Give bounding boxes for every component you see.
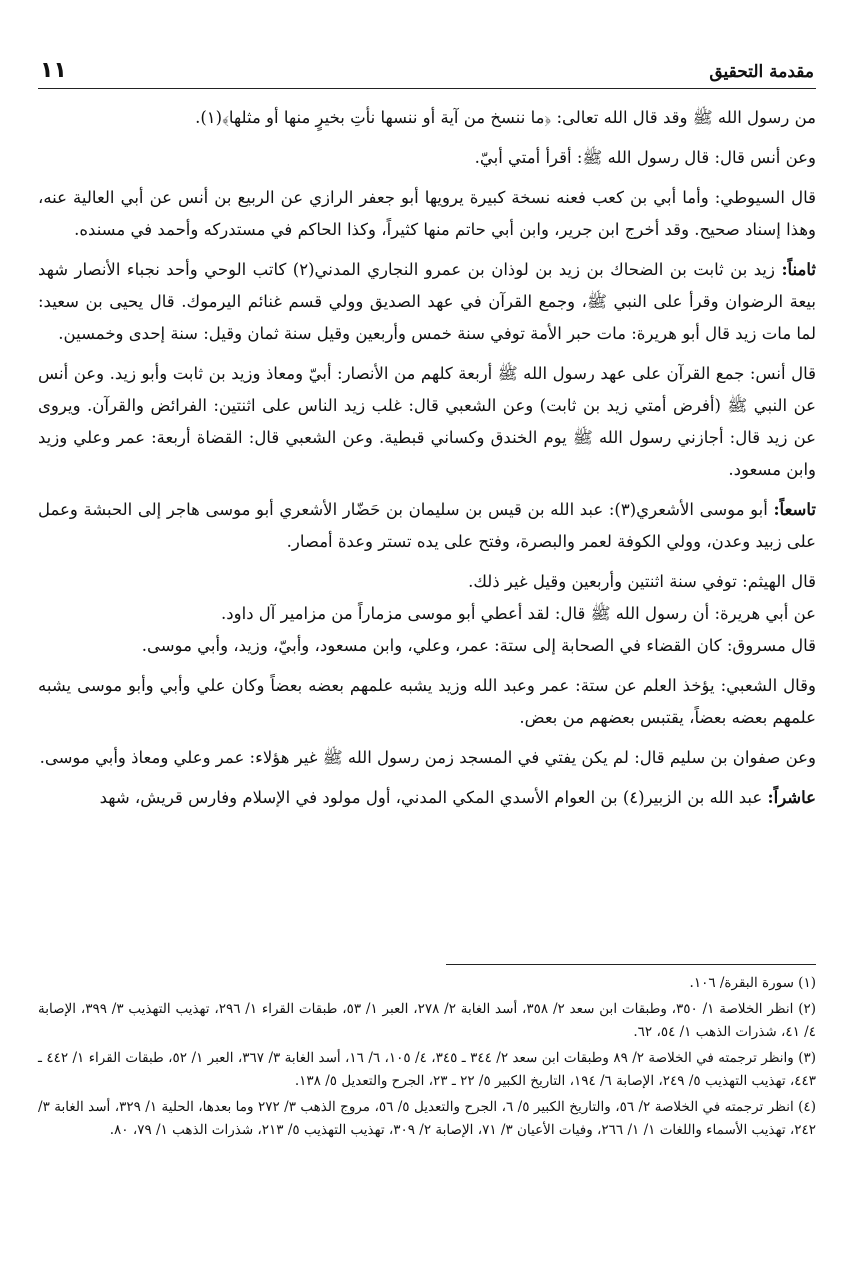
page-number: ١١: [40, 58, 67, 83]
footnote-separator: [446, 964, 816, 965]
paragraph: [38, 142, 816, 174]
footnote: (٣) وانظر ترجمته في الخلاصة ٢/ ٨٩ وطبقات ابن سعد ٢/ ٣٤٤ ـ ٣٤٥، ٤/ ١٠٥، ٦/ ١٦، أسد الغابة ٣/ ٣٦٧، العبر ١/ ٥٢، طبقات القراء ١/ ٤٤٢ ـ ٤٤٣، تهذيب التهذيب ٥/ ٢٤٩، الإصابة ٦/ ١٩٤، التاريخ الكبير ٥/ ٢٢ ـ ٢٣، الجرح والتعديل ٥/ ١٣٨.: [38, 1049, 817, 1089]
footnote: (٢) انظر الخلاصة ١/ ٣٥٠، وطبقات ابن سعد ٢/ ٣٥٨، أسد الغابة ٢/ ٢٧٨، العبر ١/ ٥٣، طبقات القراء ١/ ٢٩٦، تهذيب التهذيب ٣/ ٣٩٩، الإصابة ٤/ ٤١، شذرات الذهب ١/ ٥٤، ٦٢.: [38, 1000, 817, 1040]
paragraph-text: وعن صفوان بن سليم قال: لم يكن يفتي في المسجد زمن رسول الله ﷺ غير هؤلاء: عمر وعلي ومعاذ وأبي موسى.: [39, 748, 816, 767]
paragraph: [38, 182, 816, 246]
paragraph: [38, 358, 816, 486]
footnote: (٤) انظر ترجمته في الخلاصة ٢/ ٥٦، والتاريخ الكبير ٥/ ٦، الجرح والتعديل ٥/ ٥٦، مروج الذهب ٣/ ٢٧٢ وما بعدها، الحلية ١/ ٣٢٩، أسد الغابة ٣/ ٢٤٢، تهذيب الأسماء واللغات ١/ ١/ ٢٦٦، وفيات الأعيان ٣/ ٧١، الإصابة ٢/ ٣٠٩، تهذيب التهذيب ٥/ ٢١٣، شذرات الذهب ١/ ٧٩، ٨٠.: [38, 1098, 816, 1138]
paragraph: [38, 254, 816, 350]
section-lead: تاسعاً:: [773, 500, 816, 519]
running-title: مقدمة التحقيق: [709, 62, 814, 82]
paragraph-text: قال الهيثم: توفي سنة اثنتين وأربعين وقيل غير ذلك.: [468, 572, 816, 591]
section-lead: ثامناً:: [781, 260, 816, 279]
paragraph: [38, 494, 816, 558]
paragraph-text: أبو موسى الأشعري(٣): عبد الله بن قيس بن سليمان بن حَضّار الأشعري أبو موسى هاجر إلى الحبشة وعمل على زبيد وعدن، وولي الكوفة لعمر والبصرة، وفتح على يده تستر وعدة أمصار.: [38, 500, 816, 551]
paragraph-text: قال السيوطي: وأما أبي بن كعب فعنه نسخة كبيرة يرويها أبو جعفر الرازي عن الربيع بن أنس عن أبي العالية عنه، وهذا إسناد صحيح. وقد أخرج ابن جرير، وابن أبي حاتم منها كثيراً، وكذا الحاكم في مستدركه وأحمد في مسنده.: [38, 188, 816, 239]
paragraph: [38, 742, 816, 774]
footnotes: [38, 972, 816, 1145]
paragraph-text: وعن أنس قال: قال رسول الله ﷺ: أقرأ أمتي أبيّ.: [474, 148, 816, 167]
paragraph-text: عبد الله بن الزبير(٤) بن العوام الأسدي المكي المدني، أول مولود في الإسلام وفارس قريش، شهد: [99, 788, 768, 807]
section-lead: عاشراً:: [767, 788, 816, 807]
paragraph: [38, 630, 816, 662]
paragraph-text: من رسول الله ﷺ وقد قال الله تعالى: ﴿ما ننسخ من آية أو ننسها نأتِ بخيرٍ منها أو مثلها﴾(١).: [195, 108, 816, 127]
paragraph: [38, 782, 816, 814]
paragraph-text: عن أبي هريرة: أن رسول الله ﷺ قال: لقد أعطي أبو موسى مزماراً من مزامير آل داود.: [221, 604, 816, 623]
paragraph-text: قال أنس: جمع القرآن على عهد رسول الله ﷺ أربعة كلهم من الأنصار: أبيّ ومعاذ وزيد بن ثابت وأبو زيد. وعن أنس عن النبي ﷺ (أفرض أمتي زيد بن ثابت) وعن الشعبي قال: غلب زيد الناس على اثنتين: الفرائض والقرآن. ويروى عن زيد قال: أجازني رسول الله ﷺ يوم الخندق وكساني قبطية. وعن الشعبي قال: القضاة أربعة: عمر وعلي وزيد وابن مسعود.: [38, 364, 816, 479]
paragraph: [38, 670, 816, 734]
paragraph-text: وقال الشعبي: يؤخذ العلم عن ستة: عمر وعبد الله وزيد يشبه علمهم بعضه بعضاً وكان علي وأبي وأبو موسى يشبه علمهم بعضه بعضاً، يقتبس بعضهم من بعض.: [38, 676, 816, 727]
paragraph: [38, 566, 816, 598]
paragraph: [38, 102, 816, 134]
paragraph-text: قال مسروق: كان القضاء في الصحابة إلى ستة: عمر، وعلي، وابن مسعود، وأبيّ، وزيد، وأبي موسى.: [141, 636, 816, 655]
footnote: (١) سورة البقرة/ ١٠٦.: [689, 975, 816, 991]
paragraph: [38, 598, 816, 630]
paragraph-text: زيد بن ثابت بن الضحاك بن زيد بن لوذان بن عمرو النجاري المدني(٢) كاتب الوحي وأحد نجباء الأنصار شهد بيعة الرضوان وقرأ على النبي ﷺ، وجمع القرآن في عهد الصديق وولي قسم غنائم اليرموك. قال يحيى بن سعيد: لما مات زيد قال أبو هريرة: مات حبر الأمة توفي سنة خمس وأربعين وقيل سنة ثمان وقيل: سنة إحدى وخمسين.: [38, 260, 816, 343]
main-text: [38, 102, 816, 822]
page-header: [38, 58, 816, 89]
